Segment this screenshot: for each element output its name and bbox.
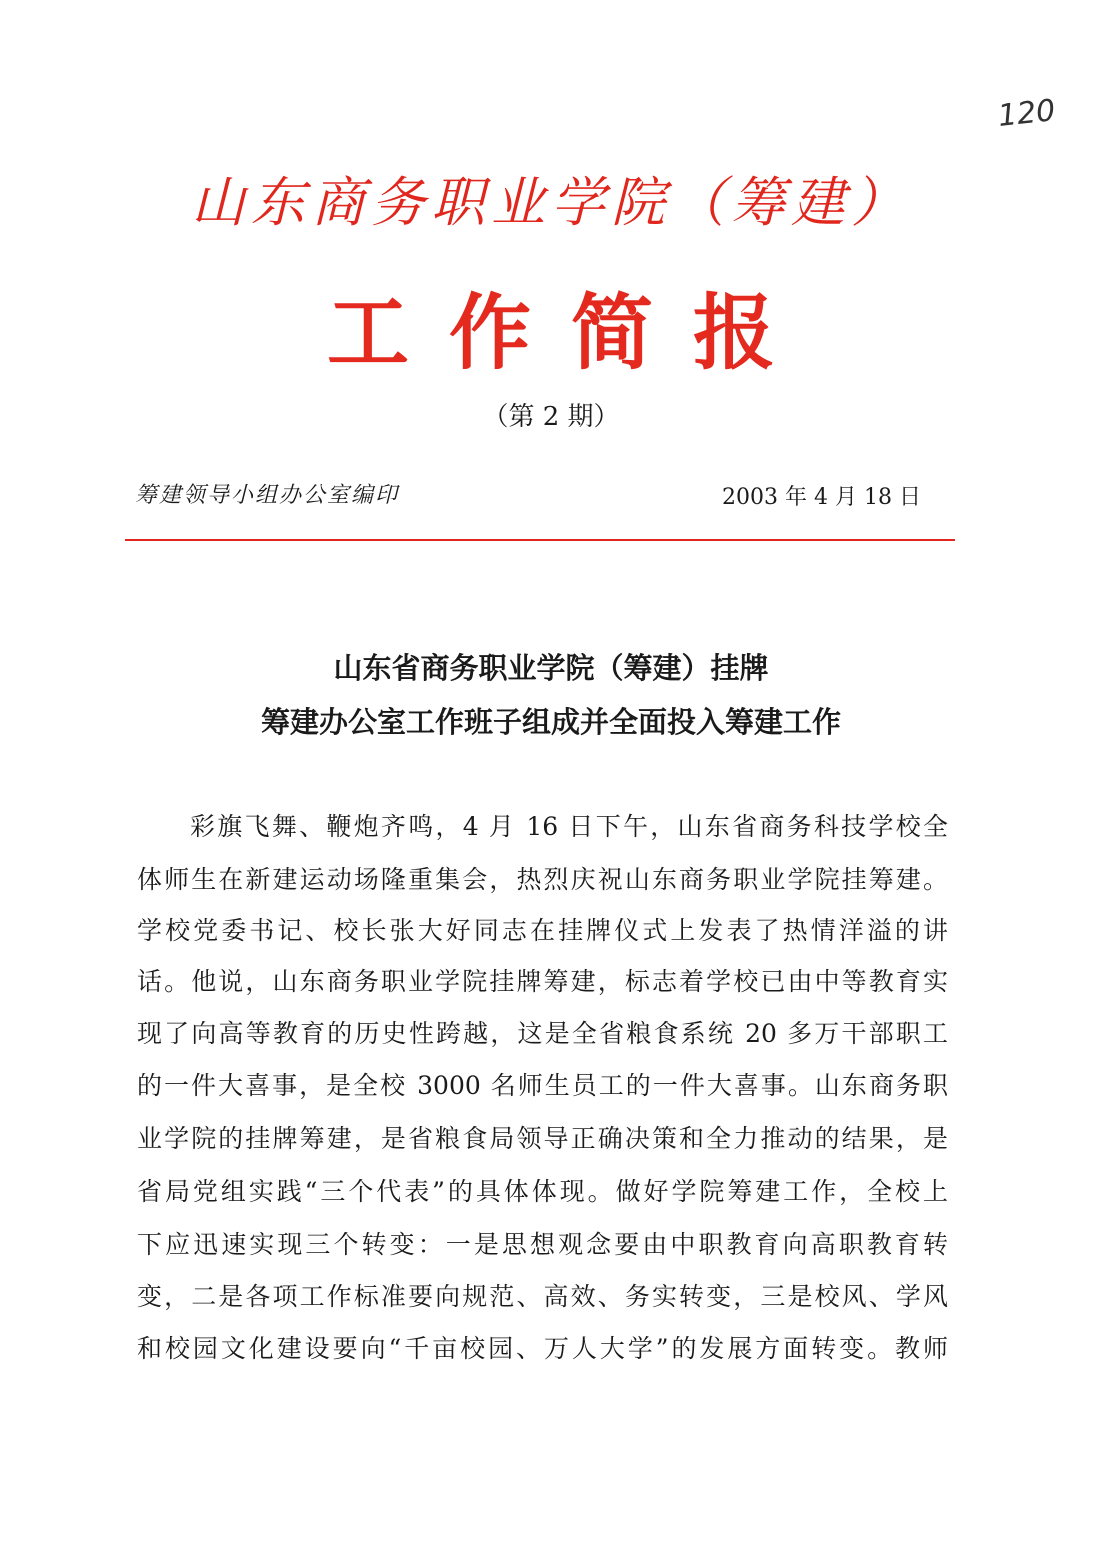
publish-date: 2003 年 4 月 18 日: [722, 485, 921, 510]
body-line: 业学院的挂牌筹建，是省粮食局领导正确决策和全力推动的结果，是: [137, 1124, 948, 1153]
body-line: 现了向高等教育的历史性跨越，这是全省粮食系统 20 多万干部职工: [137, 1019, 948, 1048]
headline-line-1: 山东省商务职业学院（筹建）挂牌: [333, 651, 769, 685]
masthead-brief-title: 工作简报: [326, 286, 815, 381]
body-line: 体师生在新建运动场隆重集会，热烈庆祝山东商务职业学院挂筹建。: [137, 865, 948, 894]
body-line: 变，二是各项工作标准要向规范、高效、务实转变，三是校风、学风: [137, 1282, 948, 1311]
body-line: 和校园文化建设要向“千亩校园、万人大学”的发展方面转变。教师: [137, 1334, 948, 1363]
body-line: 学校党委书记、校长张大好同志在挂牌仪式上发表了热情洋溢的讲: [137, 916, 948, 945]
body-line: 下应迅速实现三个转变：一是思想观念要由中职教育向高职教育转: [137, 1230, 948, 1259]
editor-line: 筹建领导小组办公室编印: [135, 483, 400, 508]
body-line: 的一件大喜事，是全校 3000 名师生员工的一件大喜事。山东商务职: [137, 1071, 948, 1100]
handwritten-page-number: 120: [996, 93, 1057, 134]
masthead-divider: [125, 539, 955, 541]
body-line: 彩旗飞舞、鞭炮齐鸣，4 月 16 日下午，山东省商务科技学校全: [190, 812, 948, 841]
body-line: 话。他说，山东商务职业学院挂牌筹建，标志着学校已由中等教育实: [137, 967, 948, 996]
body-line: 省局党组实践“三个代表”的具体体现。做好学院筹建工作，全校上: [137, 1177, 948, 1206]
masthead-org-title: 山东商务职业学院（筹建）: [191, 171, 911, 234]
headline-line-2: 筹建办公室工作班子组成并全面投入筹建工作: [260, 705, 841, 739]
issue-number: （第 2 期）: [482, 402, 620, 432]
